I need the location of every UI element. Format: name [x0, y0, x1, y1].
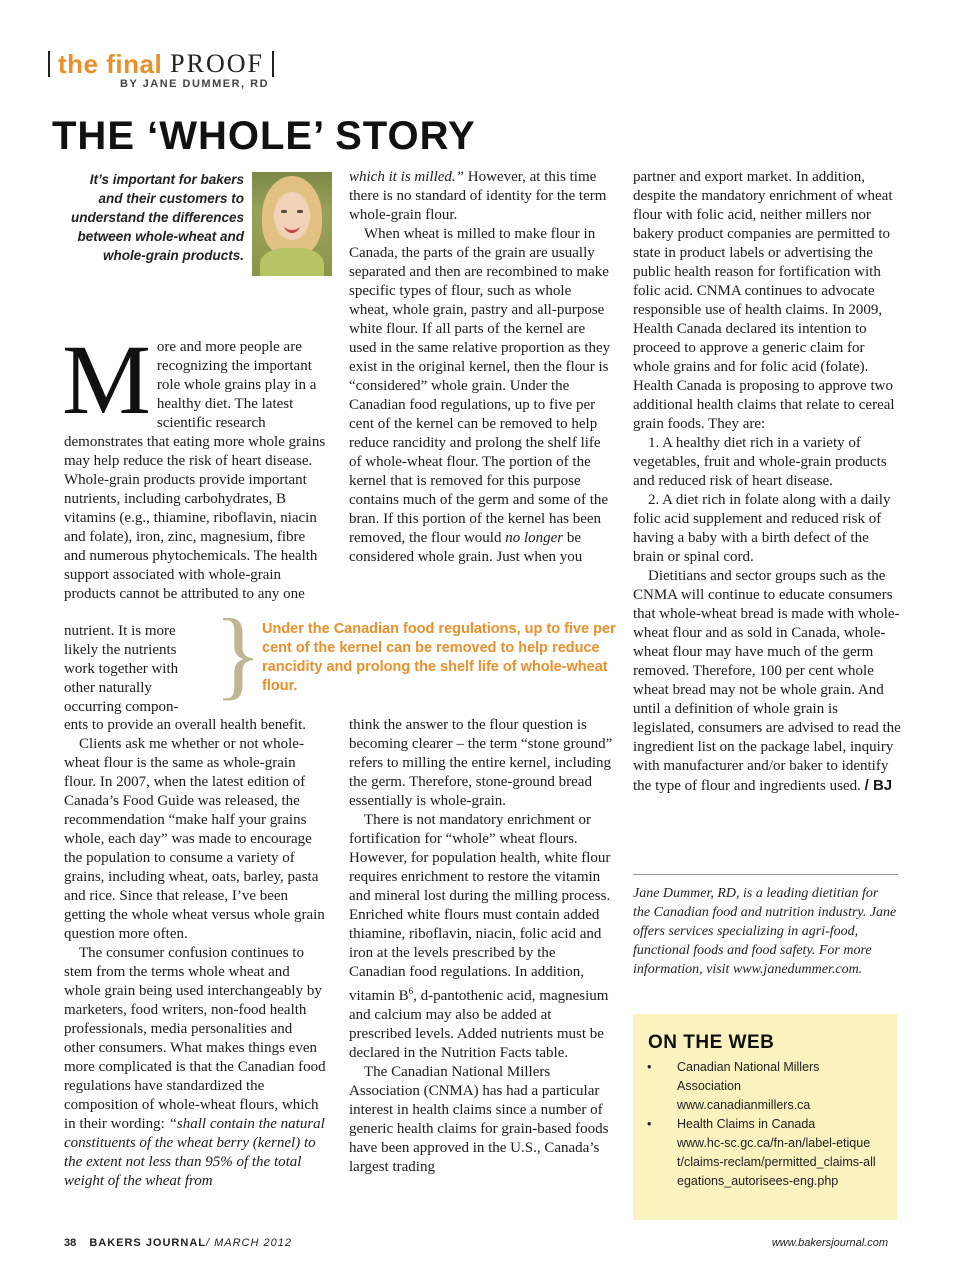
paragraph	[62, 324, 326, 604]
list-item	[647, 1115, 877, 1191]
paragraph	[64, 944, 326, 1191]
author-photo	[252, 172, 332, 276]
paragraph-text: think the answer to the flour question is becoming clearer – the term “stone ground” refers to milling the entire kernel, including the germ. Therefore, stone-ground bread essentially is whole-grain.	[349, 717, 613, 809]
drop-cap: M	[62, 324, 151, 435]
paragraph	[633, 567, 901, 796]
paragraph-text: The consumer confusion continues to stem from the terms whole wheat and whole grain being used interchangeably by marketers, food writers, non-food health professionals, media personalities and other consumers. What makes things even more complicated is that the Canadian food regulations have standardized the composition of whole-wheat flours, which in their wording:	[64, 945, 326, 1132]
photo-eye-shape	[281, 210, 287, 213]
on-the-web-list	[647, 1058, 877, 1191]
resource-link[interactable]: www.hc-sc.gc.ca/fn-an/label-etiquet/claims-reclam/permitted_claims-allegations_autorisees-eng.php	[677, 1136, 876, 1188]
paragraph-text: Dietitians and sector groups such as the CNMA will continue to educate consumers that whole-wheat bread is made with whole-wheat flour and as sold in Canada, whole-wheat flour may have much of the germ removed. Therefore, 100 per cent whole wheat bread may not be whole grain. And until a definition of whole grain is legislated, consumers are advised to read the ingredient list on the package label, inquiry with manufacturer and/or baker to identify the type of flour and ingredients used.	[633, 568, 901, 794]
paragraph-text: be considered whole grain. Just when you	[349, 530, 583, 565]
signoff: / BJ	[864, 777, 893, 794]
photo-eye-shape	[297, 210, 303, 213]
regulation-quote-end: which it is milled.”	[349, 169, 465, 185]
footer-url[interactable]: www.bakersjournal.com	[771, 1237, 888, 1249]
emphasis-text: no longer	[505, 530, 564, 546]
paragraph-text: Clients ask me whether or not whole-wheat flour is the same as whole-grain flour. In 2007, when the latest edition of Canada’s Food Guide was released, the recommendation “make half your grains whole, each day” was made to encourage the population to consume a variety of grains, including wheat, oats, barley, pasta and rice. Since that release, I’ve been getting the whole wheat versus whole grain question more often.	[64, 736, 325, 942]
column-2	[349, 168, 613, 567]
column-2-continued	[349, 716, 613, 1177]
journal-name: BAKERS JOURNAL	[89, 1237, 206, 1249]
column-1-narrow	[64, 622, 194, 717]
resource-name: Canadian National Millers Association	[677, 1060, 820, 1093]
bullet-icon: •	[647, 1117, 652, 1131]
regulation-quote: “shall contain the natural constituents of the wheat berry (kernel) to the extent not less than 95% of the total weight of the wheat from	[64, 1116, 325, 1189]
paragraph-text: ents to provide an overall health benefit.	[64, 717, 306, 733]
paragraph-text: partner and export market. In addition, despite the mandatory enrichment of wheat flour with folic acid, neither millers nor bakery product companies are permitted to state in product labels or advertising the public health reason for fortification with folic acid. CNMA continues to advocate responsible use of health claims. In 2009, Health Canada declared its intention to proceed to approve a generic claim for whole grains and for folic acid (folate). Health Canada is proposing to approve two additional health claims that relate to cereal grain foods. They are:	[633, 169, 895, 432]
section-word: PROOF	[170, 49, 264, 78]
resource-name: Health Claims in Canada	[677, 1117, 816, 1131]
pull-quote: Under the Canadian food regulations, up to five per cent of the kernel can be removed to help reduce rancidity and prolong the shelf life of whole-wheat flour.	[262, 621, 616, 694]
photo-top-shape	[260, 248, 324, 276]
author-bio: Jane Dummer, RD, is a leading dietitian for the Canadian food and nutrition industry. Jane offers services specializing in agri-food, functional foods and food safety. For more information, visit www.janedummer.com.	[633, 886, 897, 977]
paragraph	[349, 168, 613, 225]
bio-divider	[633, 874, 898, 875]
column-1-continued	[64, 716, 326, 1191]
column-1	[62, 324, 326, 604]
paragraph-text: When wheat is milled to make flour in Canada, the parts of the grain are usually separated and then are recombined to make specific types of flour, such as whole wheat, whole grain, pastry and all-purpose white flour. If all parts of the kernel are used in the same relative proportion as they exist in the original kernel, then the flour is “considered” whole grain. Under the Canadian food regulations, up to five per cent of the kernel can be removed to help reduce rancidity and prolong the shelf life of whole-wheat flour. The portion of the kernel that is removed for this purpose contains much of the germ and some of the bran. If this portion of the kernel has been removed, the flour would	[349, 226, 611, 546]
paragraph-text: ore and more people are recognizing the important role whole grains play in a healthy diet. The latest	[156, 339, 317, 412]
paragraph-text: , d-pantothenic acid, magnesium and calcium may also be added at prescribed levels. Added nutrients must be declared in the Nutrition Facts table.	[349, 988, 609, 1061]
list-item	[647, 1058, 877, 1115]
issue-date: / MARCH 2012	[206, 1237, 292, 1249]
article-title: THE ‘WHOLE’ STORY	[52, 114, 476, 158]
paragraph	[349, 225, 613, 567]
resource-link[interactable]: www.canadianmillers.ca	[677, 1098, 811, 1112]
on-the-web-title: ON THE WEB	[648, 1032, 775, 1053]
header-divider-left	[48, 51, 50, 77]
byline: BY JANE DUMMER, RD	[120, 78, 270, 90]
claim-item: 1. A healthy diet rich in a variety of vegetables, fruit and whole-grain products and reduced risk of heart disease.	[633, 435, 887, 489]
paragraph-text: There is not mandatory enrichment or fortification for “whole” wheat flours. However, for population health, white flour requires enrichment to restore the vitamin and mineral lost during the milling process. Enriched white flours must contain added thiamine, riboflavin, niacin, folic acid and iron at the levels prescribed by the Canadian food regulations. In addition, vitamin B	[349, 812, 611, 1004]
page-number: 38	[64, 1237, 77, 1249]
article-deck: It’s important for bakers and their customers to understand the differences between whole-wheat and whole-grain products.	[70, 172, 244, 263]
bullet-icon: •	[647, 1060, 652, 1074]
page-footer	[64, 1237, 292, 1249]
pull-quote-brace: }	[214, 598, 262, 709]
paragraph-text: scientific research demonstrates that eating more whole grains may help reduce the risk of heart disease. Whole-grain products provide important nutrients, including carbohydrates, B vitamins (e.g., thiamine, riboflavin, niacin and folate), iron, zinc, magnesium, fibre and numerous phytochemicals. The health support associated with whole-grain products cannot be attributed to any one	[64, 415, 326, 602]
paragraph-text: However, at this time there is no standard of identity for the term whole-grain flour.	[349, 169, 607, 223]
section-prefix: the final	[58, 48, 163, 79]
column-3	[633, 168, 901, 796]
header-divider-right	[272, 51, 274, 77]
claim-item: 2. A diet rich in folate along with a daily folic acid supplement and reduced risk of having a baby with a birth defect of the brain or spinal cord.	[633, 492, 891, 565]
on-the-web-box	[633, 1014, 897, 1220]
paragraph	[349, 811, 613, 1063]
superscript: 6	[408, 986, 414, 996]
paragraph-text: nutrient. It is more likely the nutrients work together with other naturally occurring compon-	[64, 623, 179, 715]
paragraph-text: The Canadian National Millers Association (CNMA) has had a particular interest in health claims since a number of generic health claims for grain-based foods have been approved in the U.S., Canada’s largest trading	[349, 1064, 609, 1175]
